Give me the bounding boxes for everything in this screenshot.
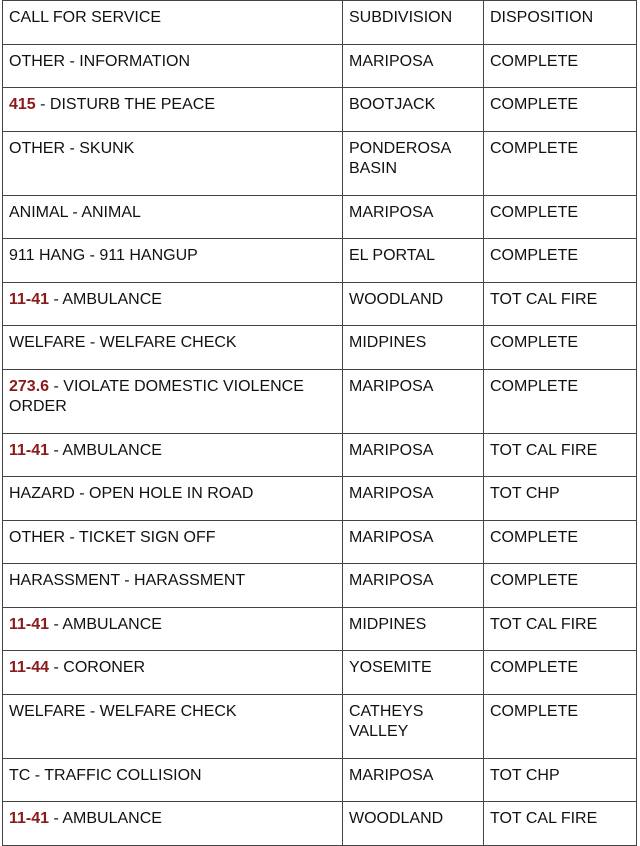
disposition-cell: COMPLETE [484,520,637,564]
disposition-cell: TOT CHP [484,477,637,521]
call-description: OTHER - INFORMATION [9,52,191,70]
call-description: HARASSMENT - HARASSMENT [9,572,246,589]
header-subdivision: SUBDIVISION [343,1,484,45]
call-for-service-cell [3,564,343,608]
call-description: - AMBULANCE [49,810,162,827]
call-description: WELFARE - WELFARE CHECK [9,702,237,720]
header-call-for-service: CALL FOR SERVICE [3,1,343,45]
disposition-cell: COMPLETE [484,694,637,758]
table-row [3,326,637,370]
call-description: HAZARD - OPEN HOLE IN ROAD [9,485,254,502]
call-for-service-cell [3,131,343,195]
call-code: 11-41 [9,615,50,633]
subdivision-cell: MARIPOSA [343,195,484,239]
call-for-service-cell [3,326,343,370]
call-code: 415 [9,96,36,113]
header-disposition: DISPOSITION [484,1,637,45]
call-for-service-cell [3,802,343,846]
table-row [3,802,637,846]
table-row [3,477,637,521]
subdivision-cell: MARIPOSA [343,433,484,477]
subdivision-cell: WOODLAND [343,802,484,846]
subdivision-cell: WOODLAND [343,282,484,326]
disposition-cell: TOT CAL FIRE [484,282,637,326]
call-description: OTHER - TICKET SIGN OFF [9,528,216,546]
call-for-service-cell [3,477,343,521]
table-header-row [3,1,637,45]
disposition-cell: COMPLETE [484,564,637,608]
calls-for-service-table [2,0,637,846]
table-row [3,564,637,608]
call-description: ANIMAL - ANIMAL [9,203,141,221]
call-description: - AMBULANCE [49,290,162,308]
call-for-service-cell [3,239,343,283]
call-for-service-cell [3,520,343,564]
subdivision-cell: YOSEMITE [343,651,484,695]
disposition-cell: COMPLETE [484,88,637,132]
subdivision-cell: MARIPOSA [343,477,484,521]
subdivision-cell: BOOTJACK [343,88,484,132]
call-for-service-cell [3,433,343,477]
table-row [3,88,637,132]
table-body [3,1,637,846]
subdivision-cell: PONDEROSA BASIN [343,131,484,195]
call-description: OTHER - SKUNK [9,139,135,157]
call-description: - AMBULANCE [49,441,162,459]
disposition-cell: TOT CHP [484,758,637,802]
call-for-service-cell [3,88,343,132]
call-for-service-cell [3,195,343,239]
call-description: - VIOLATE DOMESTIC VIOLENCE ORDER [9,377,309,415]
table-row [3,607,637,651]
table-row [3,131,637,195]
disposition-cell: COMPLETE [484,131,637,195]
table-row [3,239,637,283]
subdivision-cell: MARIPOSA [343,758,484,802]
subdivision-cell: MARIPOSA [343,44,484,88]
table-row [3,694,637,758]
table-row [3,44,637,88]
call-for-service-cell [3,758,343,802]
call-for-service-cell [3,694,343,758]
call-description: WELFARE - WELFARE CHECK [9,334,237,351]
subdivision-cell: MARIPOSA [343,564,484,608]
table-row [3,433,637,477]
disposition-cell: COMPLETE [484,369,637,433]
call-description: - CORONER [49,659,146,676]
disposition-cell: TOT CAL FIRE [484,802,637,846]
disposition-cell: COMPLETE [484,239,637,283]
table-row [3,195,637,239]
table-row [3,282,637,326]
call-for-service-cell [3,369,343,433]
subdivision-cell: MIDPINES [343,326,484,370]
call-code: 11-41 [9,810,50,827]
call-for-service-cell [3,44,343,88]
disposition-cell: COMPLETE [484,326,637,370]
disposition-cell: COMPLETE [484,44,637,88]
disposition-cell: COMPLETE [484,195,637,239]
call-description: TC - TRAFFIC COLLISION [9,766,202,784]
table-row [3,369,637,433]
subdivision-cell: MARIPOSA [343,520,484,564]
call-code: 11-41 [9,290,50,308]
table-row [3,520,637,564]
call-description: - DISTURB THE PEACE [35,96,215,113]
call-code: 11-41 [9,441,50,459]
call-for-service-cell [3,651,343,695]
subdivision-cell: CATHEYS VALLEY [343,694,484,758]
subdivision-cell: EL PORTAL [343,239,484,283]
disposition-cell: TOT CAL FIRE [484,607,637,651]
table-row [3,758,637,802]
call-for-service-cell [3,607,343,651]
call-for-service-cell [3,282,343,326]
subdivision-cell: MARIPOSA [343,369,484,433]
call-code: 11-44 [9,659,50,676]
disposition-cell: TOT CAL FIRE [484,433,637,477]
call-description: - AMBULANCE [49,615,162,633]
table-row [3,651,637,695]
subdivision-cell: MIDPINES [343,607,484,651]
disposition-cell: COMPLETE [484,651,637,695]
call-code: 273.6 [9,377,50,395]
call-description: 911 HANG - 911 HANGUP [9,247,198,264]
